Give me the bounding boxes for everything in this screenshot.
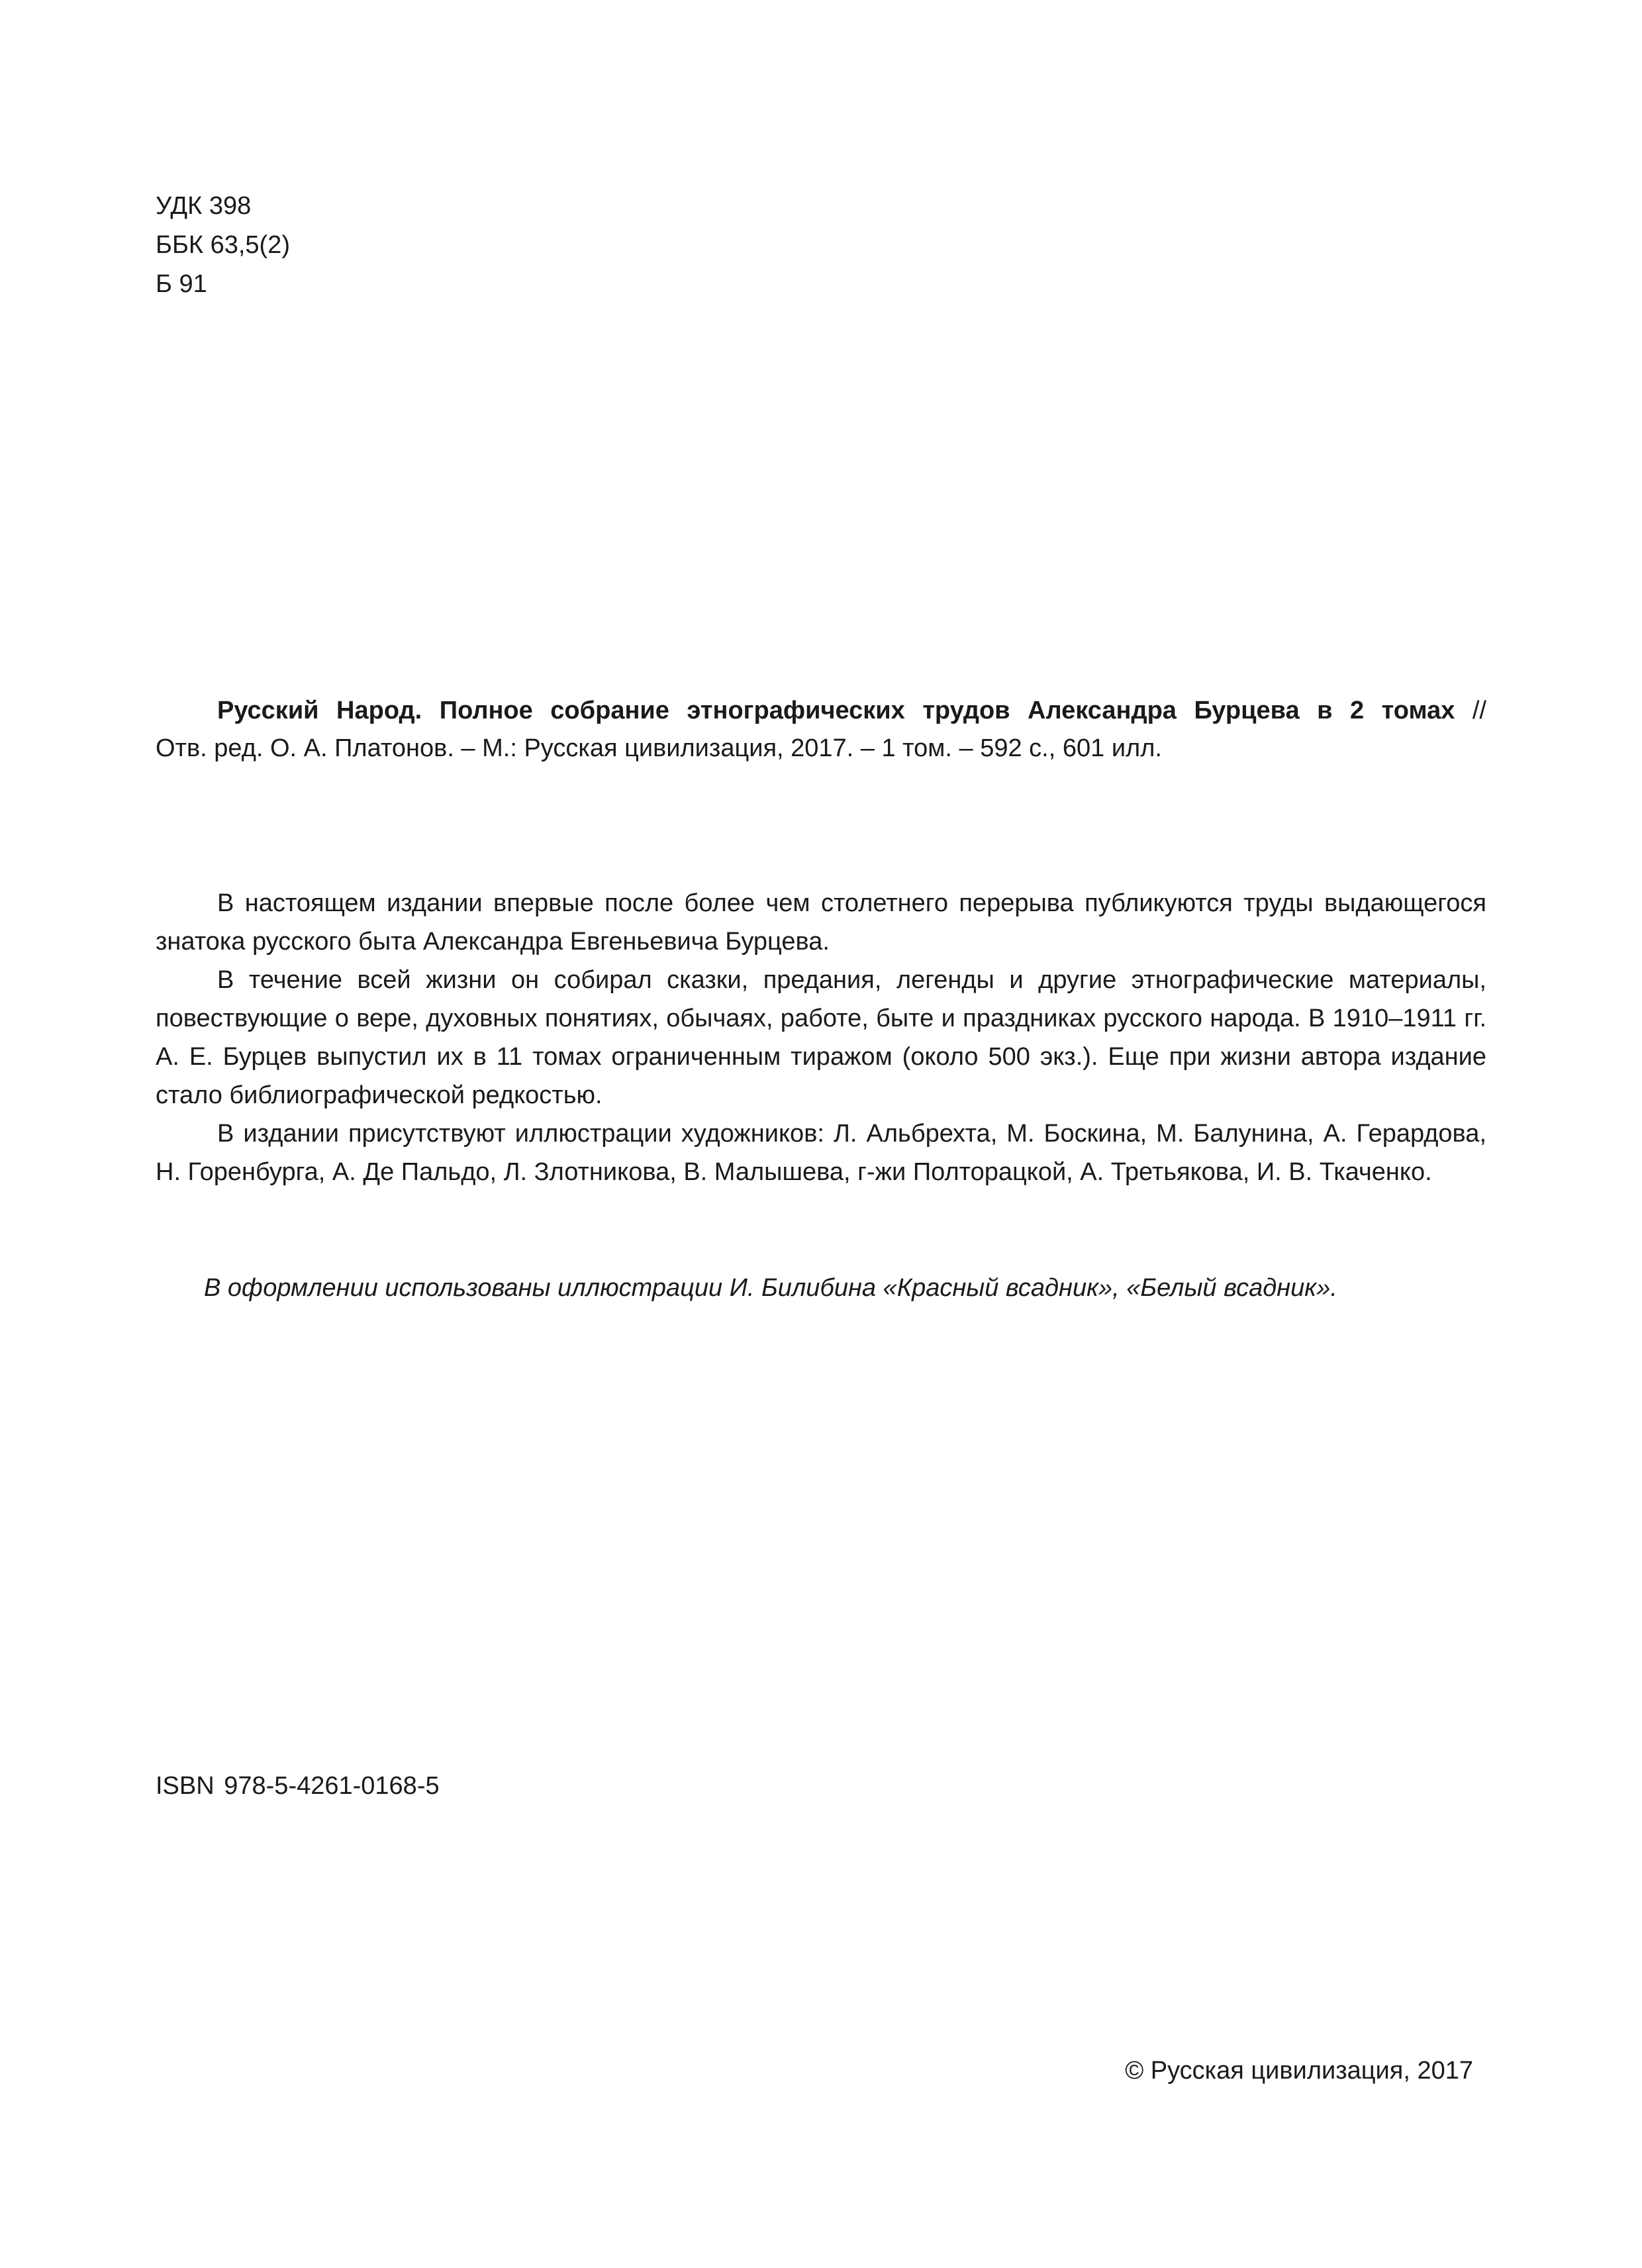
book-title: Русский Народ. Полное собрание этнографических трудов Александра Бурцева в 2 томах xyxy=(217,697,1455,724)
isbn: ISBN 978-5-4261-0168-5 xyxy=(156,1772,440,1800)
bibliographic-record xyxy=(156,692,1486,767)
title-separator: // xyxy=(1455,697,1486,724)
classification-block xyxy=(156,187,290,304)
udk-code: УДК 398 xyxy=(156,192,252,220)
design-note: В оформлении использованы иллюстрации И. Билибина «Красный всадник», «Белый всадник». xyxy=(204,1274,1337,1302)
bibliographic-details: Отв. ред. О. А. Платонов. – М.: Русская цивилизация, 2017. – 1 том. – 592 с., 601 илл. xyxy=(156,734,1162,762)
annotation xyxy=(156,884,1486,1191)
copyright: © Русская цивилизация, 2017 xyxy=(1125,2057,1473,2085)
annotation-paragraph: В настоящем издании впервые после более чем столетнего перерыва публикуются труды выдающегося знатока русского быта Александра Евгеньевича Бурцева. xyxy=(156,889,1486,956)
annotation-paragraph: В течение всей жизни он собирал сказки, предания, легенды и другие этнографические материалы, повествующие о вере, духовных понятиях, обычаях, работе, быте и праздниках русского народа. В 1910–1911 гг. А. Е. Бурцев выпустил их в 11 томах ограниченным тиражом (около 500 экз.). Еще при жизни автора издание стало библиографической редкостью. xyxy=(156,966,1486,1109)
annotation-paragraph: В издании присутствуют иллюстрации художников: Л. Альбрехта, М. Боскина, М. Балунина, А. Герардова, Н. Горенбурга, А. Де Пальдо, Л. Злотникова, В. Малышева, г-жи Полторацкой, А. Третьякова, И. В. Ткаченко. xyxy=(156,1120,1486,1186)
bibliographic-first-line xyxy=(156,692,1486,730)
author-mark: Б 91 xyxy=(156,270,207,298)
bbk-code: ББК 63,5(2) xyxy=(156,231,290,259)
